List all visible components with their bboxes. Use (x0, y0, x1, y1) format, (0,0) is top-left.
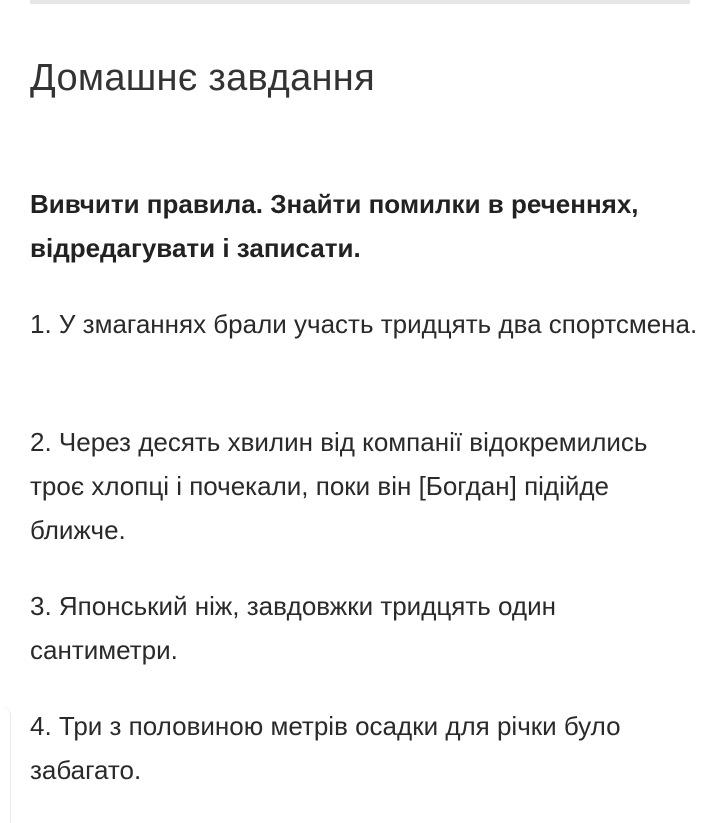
page-title: Домашнє завдання (30, 57, 375, 99)
task-item: 4. Три з половиною метрів осадки для річки було забагато. (30, 711, 621, 785)
task-item: 3. Японський ніж, завдовжки тридцять один сантиметри. (30, 591, 556, 665)
task-item: 1. У змаганнях брали участь тридцять два спортсмена. (30, 309, 698, 339)
instructions-text: Вивчити правила. Знайти помилки в реченнях, відредагувати і записати. (30, 189, 639, 263)
top-divider (30, 0, 690, 4)
task-item: 2. Через десять хвилин від компанії відокремились троє хлопці і почекали, поки він [Богдан] підійде ближче. (30, 427, 648, 545)
left-edge-border (0, 705, 11, 823)
